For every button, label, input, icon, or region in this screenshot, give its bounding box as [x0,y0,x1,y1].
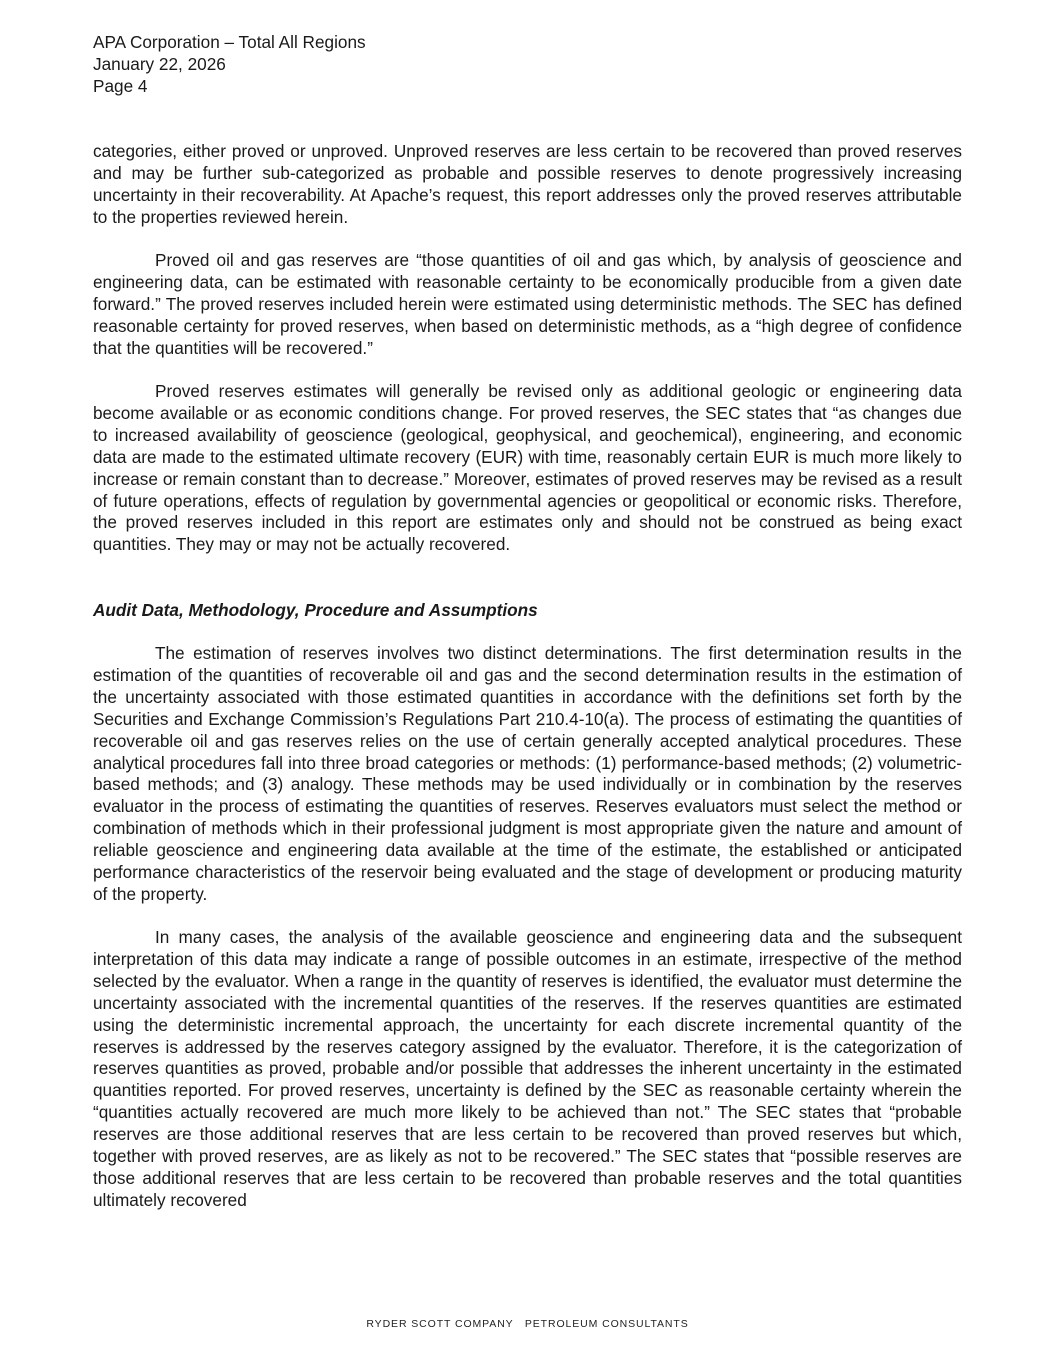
paragraph-proved-definition: Proved oil and gas reserves are “those quantities of oil and gas which, by analysis of geoscience and engineering data, can be estimated with reasonable certainty to be economically producible from a given date forward.” The proved reserves included herein were estimated using deterministic methods. The SEC has defined reasonable certainty for proved reserves, when based on deterministic methods, as a “high degree of confidence that the quantities will be recovered.” [93,250,962,358]
page-header [93,31,366,97]
footer-company-name: RYDER SCOTT COMPANY PETROLEUM CONSULTANTS [366,1318,689,1330]
paragraph-continued: categories, either proved or unproved. Unproved reserves are less certain to be recovered than proved reserves and may be further sub-categorized as probable and possible reserves to denote progressively increasing uncertainty in their recoverability. At Apache’s request, this report addresses only the proved reserves attributable to the properties reviewed herein. [93,141,962,227]
paragraph-estimation-methods: The estimation of reserves involves two distinct determinations. The first determination results in the estimation of the quantities of recoverable oil and gas and the second determination results in the estimation of the uncertainty associated with those estimated quantities in accordance with the definitions set forth by the Securities and Exchange Commission’s Regulations Part 210.4-10(a). The process of estimating the quantities of recoverable oil and gas reserves relies on the use of certain generally accepted analytical procedures. These analytical procedures fall into three broad categories or methods: (1) performance-based methods; (2) volumetric-based methods; and (3) analogy. These methods may be used individually or in combination by the reserves evaluator in the process of estimating the quantities of reserves. Reserves evaluators must select the method or combination of methods which in their professional judgment is most appropriate given the nature and amount of reliable geoscience and engineering data available at the time of the estimate, the established or anticipated performance characteristics of the reservoir being evaluated and the stage of development or producing maturity of the property. [93,643,962,904]
header-date: January 22, 2026 [93,54,226,74]
section-title: Audit Data, Methodology, Procedure and Assumptions [93,599,538,620]
page-body [93,141,962,1211]
paragraph-proved-revisions: Proved reserves estimates will generally be revised only as additional geologic or engineering data become available or as economic conditions change. For proved reserves, the SEC states that “as changes due to increased availability of geoscience (geological, geophysical, and geochemical), engineering, and economic data are made to the estimated ultimate recovery (EUR) with time, reasonably certain EUR is much more likely to increase or remain constant than to decrease.” Moreover, estimates of proved reserves may be revised as a result of future operations, effects of regulation by governmental agencies or geopolitical or economic risks. Therefore, the proved reserves included in this report are estimates only and should not be construed as being exact quantities. They may or may not be actually recovered. [93,381,962,555]
header-company: APA Corporation – Total All Regions [93,32,366,52]
page-footer [0,1318,1055,1330]
paragraph-uncertainty: In many cases, the analysis of the available geoscience and engineering data and the subsequent interpretation of this data may indicate a range of possible outcomes in an estimate, irrespective of the method selected by the evaluator. When a range in the quantity of reserves is identified, the evaluator must determine the uncertainty associated with the incremental quantities of the reserves. If the reserves quantities are estimated using the deterministic incremental approach, the uncertainty for each discrete incremental quantity of the reserves is addressed by the reserves category assigned by the evaluator. Therefore, it is the categorization of reserves quantities as proved, probable and/or possible that addresses the inherent uncertainty in the estimated quantities reported. For proved reserves, uncertainty is defined by the SEC as reasonable certainty wherein the “quantities actually recovered are much more likely to be achieved than not.” The SEC states that “probable reserves are those additional reserves that are less certain to be recovered than proved reserves but which, together with proved reserves, are as likely as not to be recovered.” The SEC states that “possible reserves are those additional reserves that are less certain to be recovered than probable reserves and the total quantities ultimately recovered [93,927,962,1210]
header-page-number: Page 4 [93,76,148,96]
